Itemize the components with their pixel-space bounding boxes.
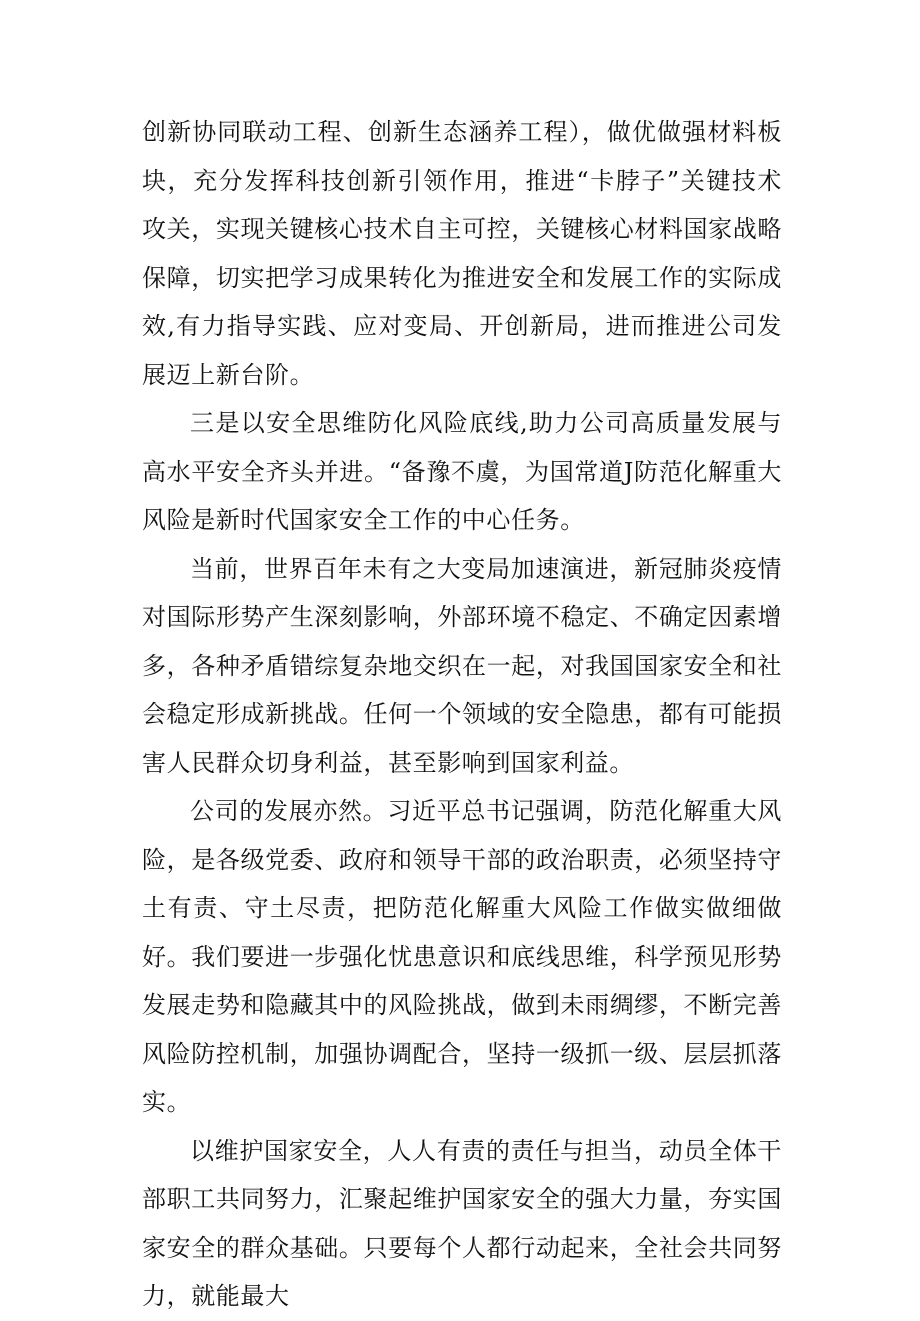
paragraph-5: 以维护国家安全，人人有责的责任与担当，动员全体干部职工共同努力，汇聚起维护国家安全的强大力量，夯实国家安全的群众基础。只要每个人都行动起来，全社会共同努力，就能最大	[142, 1136, 782, 1310]
paragraph-1: 创新协同联动工程、创新生态涵养工程），做优做强材料板块，充分发挥科技创新引领作用，推进“卡脖子”关键技术攻关，实现关键核心技术自主可控，关键核心材料国家战略保障，切实把学习成果转化为推进安全和发展工作的实际成效,有力指导实践、应对变局、开创新局，进而推进公司发展迈上新台阶。	[142, 118, 782, 389]
paragraph-4: 公司的发展亦然。习近平总书记强调，防范化解重大风险，是各级党委、政府和领导干部的政治职责，必须坚持守土有责、守土尽责，把防范化解重大风险工作做实做细做好。我们要进一步强化忧患意识和底线思维，科学预见形势发展走势和隐藏其中的风险挑战，做到未雨绸缪，不断完善风险防控机制，加强协调配合，坚持一级抓一级、层层抓落实。	[142, 797, 782, 1116]
paragraph-2: 三是以安全思维防化风险底线,助力公司高质量发展与高水平安全齐头并进。“备豫不虞，为国常道J防范化解重大风险是新时代国家安全工作的中心任务。	[142, 409, 782, 534]
paragraph-3: 当前，世界百年未有之大变局加速演进，新冠肺炎疫情对国际形势产生深刻影响，外部环境不稳定、不确定因素增多，各种矛盾错综复杂地交织在一起，对我国国家安全和社会稳定形成新挑战。任何一个领域的安全隐患，都有可能损害人民群众切身利益，甚至影响到国家利益。	[142, 554, 782, 777]
document-body	[142, 108, 782, 1321]
